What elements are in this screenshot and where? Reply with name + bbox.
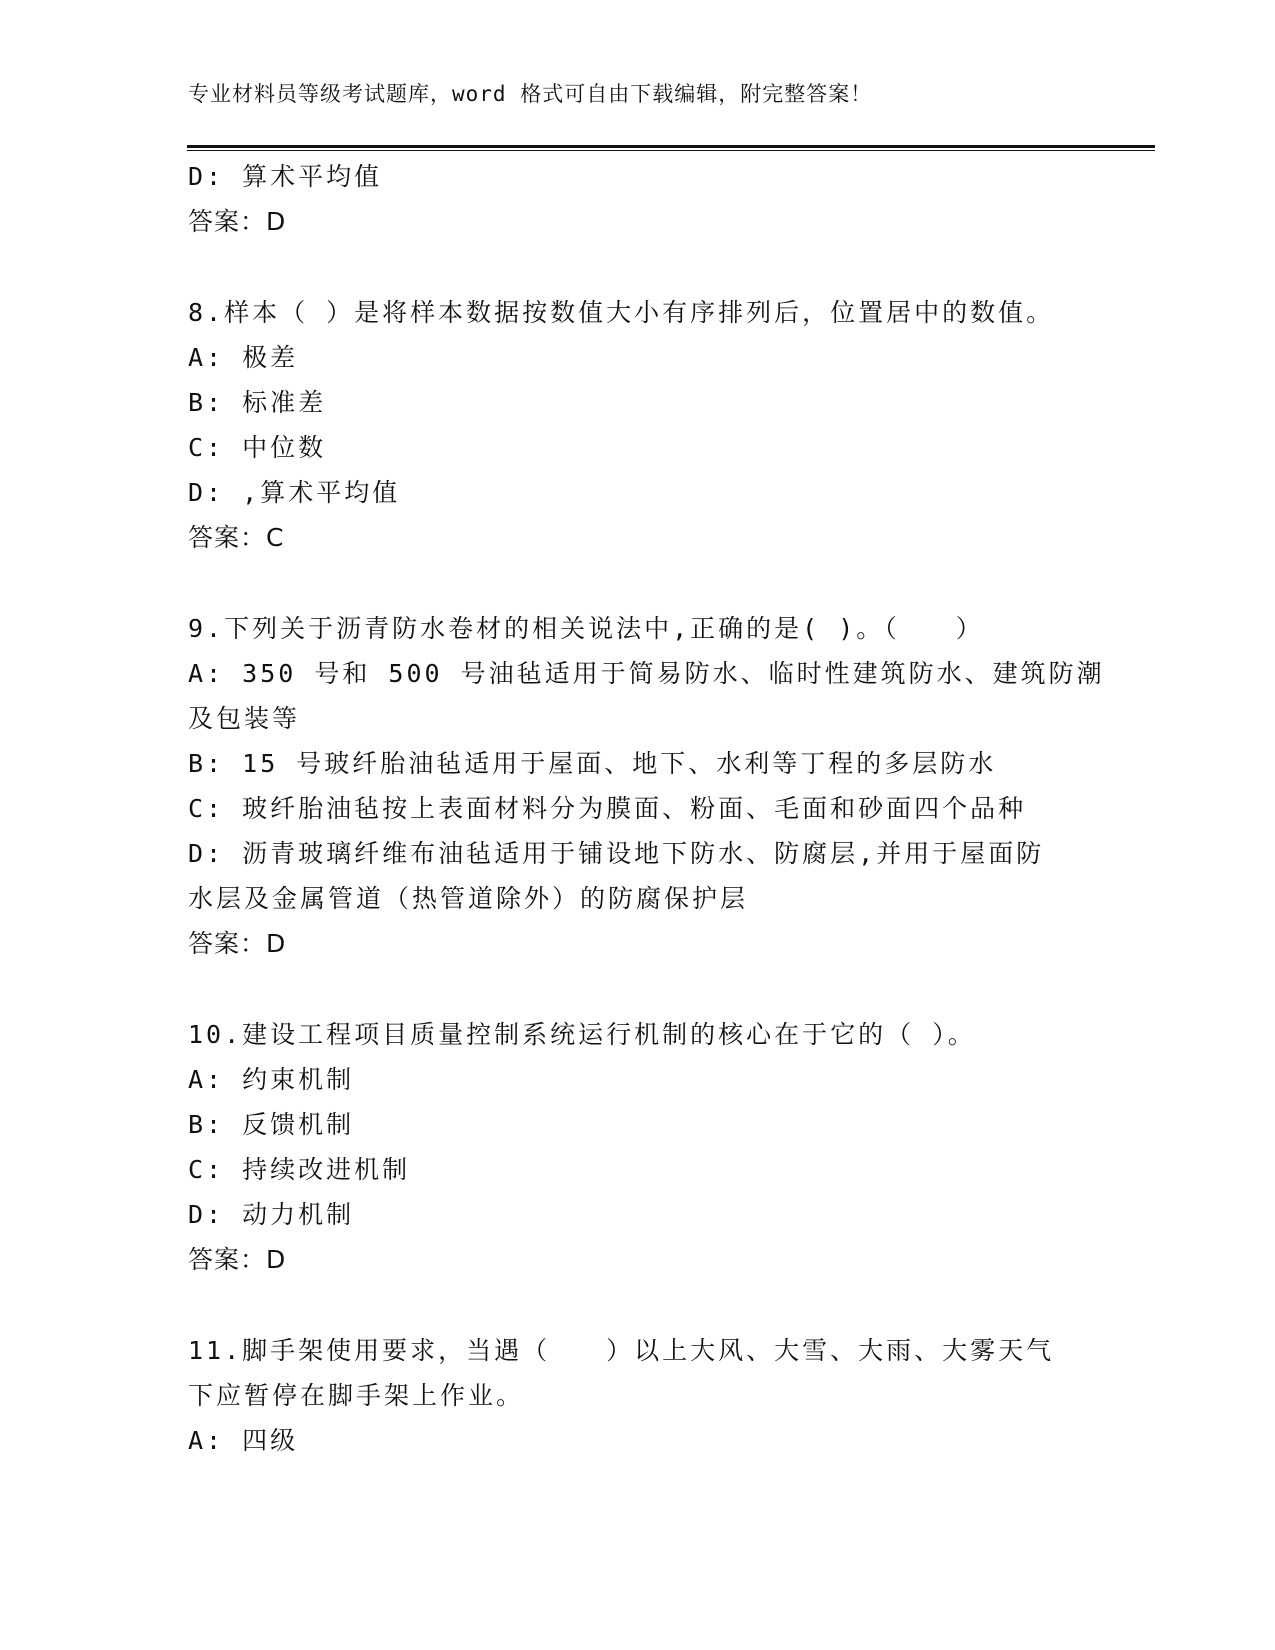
- question-content: [188, 154, 1105, 1463]
- option-a: A: 约束机制: [188, 1065, 355, 1094]
- option-d-continued: 水层及金属管道（热管道除外）的防腐保护层: [188, 884, 749, 913]
- option-d: D: 沥青玻璃纤维布油毡适用于铺设地下防水、防腐层,并用于屋面防: [188, 839, 1045, 868]
- answer-line: 答案：D: [188, 1245, 287, 1274]
- page-header: 专业材料员等级考试题库，word 格式可自由下载编辑，附完整答案！: [188, 82, 873, 106]
- question-9: [188, 606, 1105, 966]
- header-rule-thin: [187, 150, 1155, 151]
- option-c: C: 玻纤胎油毡按上表面材料分为膜面、粉面、毛面和砂面四个品种: [188, 794, 1027, 823]
- option-c: C: 持续改进机制: [188, 1155, 411, 1184]
- option-c: C: 中位数: [188, 433, 327, 462]
- option-b: B: 15 号玻纤胎油毡适用于屋面、地下、水利等丁程的多层防水: [188, 749, 997, 778]
- question-stem: 9.下列关于沥青防水卷材的相关说法中,正确的是( )。（ ）: [188, 614, 984, 643]
- option-b: B: 反馈机制: [188, 1110, 355, 1139]
- header-rule-thick: [187, 145, 1155, 148]
- option-d: D: 算术平均值: [188, 162, 383, 191]
- question-11: [188, 1328, 1068, 1463]
- option-b: B: 标准差: [188, 388, 327, 417]
- question-stem: 10.建设工程项目质量控制系统运行机制的核心在于它的（ ）。: [188, 1020, 976, 1049]
- question-8: [188, 290, 1068, 560]
- question-stem-continued: 下应暂停在脚手架上作业。: [188, 1381, 525, 1410]
- question-7-tail: [188, 154, 1068, 244]
- option-a: A: 350 号和 500 号油毡适用于简易防水、临时性建筑防水、建筑防潮: [188, 659, 1105, 688]
- option-d: D: 动力机制: [188, 1200, 355, 1229]
- option-a-continued: 及包装等: [188, 704, 301, 733]
- option-a: A: 极差: [188, 343, 299, 372]
- question-stem: 11.脚手架使用要求，当遇（ ）以上大风、大雪、大雨、大雾天气: [188, 1336, 1055, 1365]
- question-10: [188, 1012, 1068, 1282]
- option-d: D: ,算术平均值: [188, 478, 401, 507]
- answer-line: 答案：C: [188, 523, 285, 552]
- answer-line: 答案：D: [188, 929, 287, 958]
- question-stem: 8.样本（ ）是将样本数据按数值大小有序排列后，位置居中的数值。: [188, 298, 1055, 327]
- answer-line: 答案：D: [188, 207, 287, 236]
- option-a: A: 四级: [188, 1426, 299, 1455]
